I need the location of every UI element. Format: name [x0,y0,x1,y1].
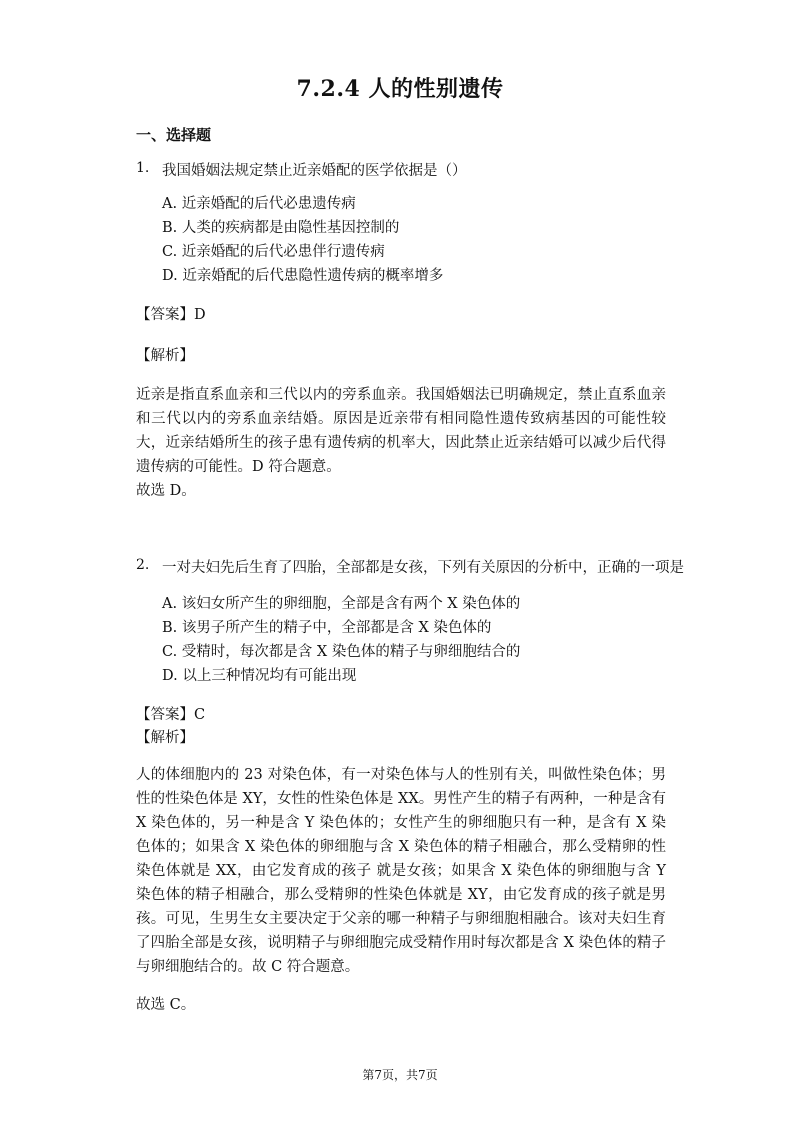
question-2-conclusion: 故选 C。 [136,997,196,1013]
question-2-analysis-text: 人的体细胞内的 23 对染色体，有一对染色体与人的性别有关，叫做性染色体；男性的性染色体是 XY，女性的性染色体是 XX。男性产生的精子有两种，一种是含有 X 染色体的，另一种是含 Y 染色体的；女性产生的卵细胞只有一种，是含有 X 染色体的；如果含 X 染色体的卵细胞与含 X 染色体的精子相融合，那么受精卵的性染色体就是 XX，由它发育成的孩子 就是女孩；如果含 X 染色体的卵细胞与含 Y 染色体的精子相融合，那么受精卵的性染色体就是 XY，由它发育成的孩子就是男孩。可见，生男生女主要决定于父亲的哪一种精子与卵细胞相融合。该对夫妇生育了四胎全部是女孩，说明精子与卵细胞完成受精作用时每次都是含 X 染色体的精子与卵细胞结合的。故 C 符合题意。 [136,767,666,975]
question-2-number: 2. [136,557,150,573]
question-2-option-d: D. 以上三种情况均有可能出现 [162,668,357,684]
question-1-stem: 我国婚姻法规定禁止近亲婚配的医学依据是（） [162,163,467,179]
question-1-analysis [136,383,666,503]
question-2-analysis-label: 【解析】 [136,730,194,746]
question-2-answer: 【答案】C [136,707,206,723]
question-2-option-a: A. 该妇女所产生的卵细胞，全部是含有两个 X 染色体的 [162,596,521,612]
question-1-option-d: D. 近亲婚配的后代患隐性遗传病的概率增多 [162,268,444,284]
question-2-option-c: C. 受精时，每次都是含 X 染色体的精子与卵细胞结合的 [162,644,521,660]
question-2-analysis [136,763,666,1017]
question-1-options [162,192,443,288]
question-1-answer: 【答案】D [136,307,206,323]
section-heading: 一、选择题 [136,126,212,144]
question-2-options [162,592,520,688]
question-1-option-b: B. 人类的疾病都是由隐性基因控制的 [162,220,400,236]
document-title: 7.2.4 人的性别遗传 [296,76,504,102]
question-2-option-b: B. 该男子所产生的精子中，全部都是含 X 染色体的 [162,620,492,636]
question-1-option-c: C. 近亲婚配的后代必患伴行遗传病 [162,244,385,260]
question-1-conclusion: 故选 D。 [136,483,196,499]
question-1-number: 1. [136,160,150,176]
question-1-analysis-text: 近亲是指直系血亲和三代以内的旁系血亲。我国婚姻法已明确规定，禁止直系血亲和三代以内的旁系血亲结婚。原因是近亲带有相同隐性遗传致病基因的可能性较大，近亲结婚所生的孩子患有遗传病的机率大，因此禁止近亲结婚可以减少后代得遗传病的可能性。D 符合题意。 [136,387,666,475]
question-1-analysis-label: 【解析】 [136,348,194,364]
question-2-stem: 一对夫妇先后生育了四胎，全部都是女孩，下列有关原因的分析中，正确的一项是 [162,560,684,576]
page-footer: 第7页，共7页 [362,1068,438,1082]
question-1-option-a: A. 近亲婚配的后代必患遗传病 [162,196,356,212]
